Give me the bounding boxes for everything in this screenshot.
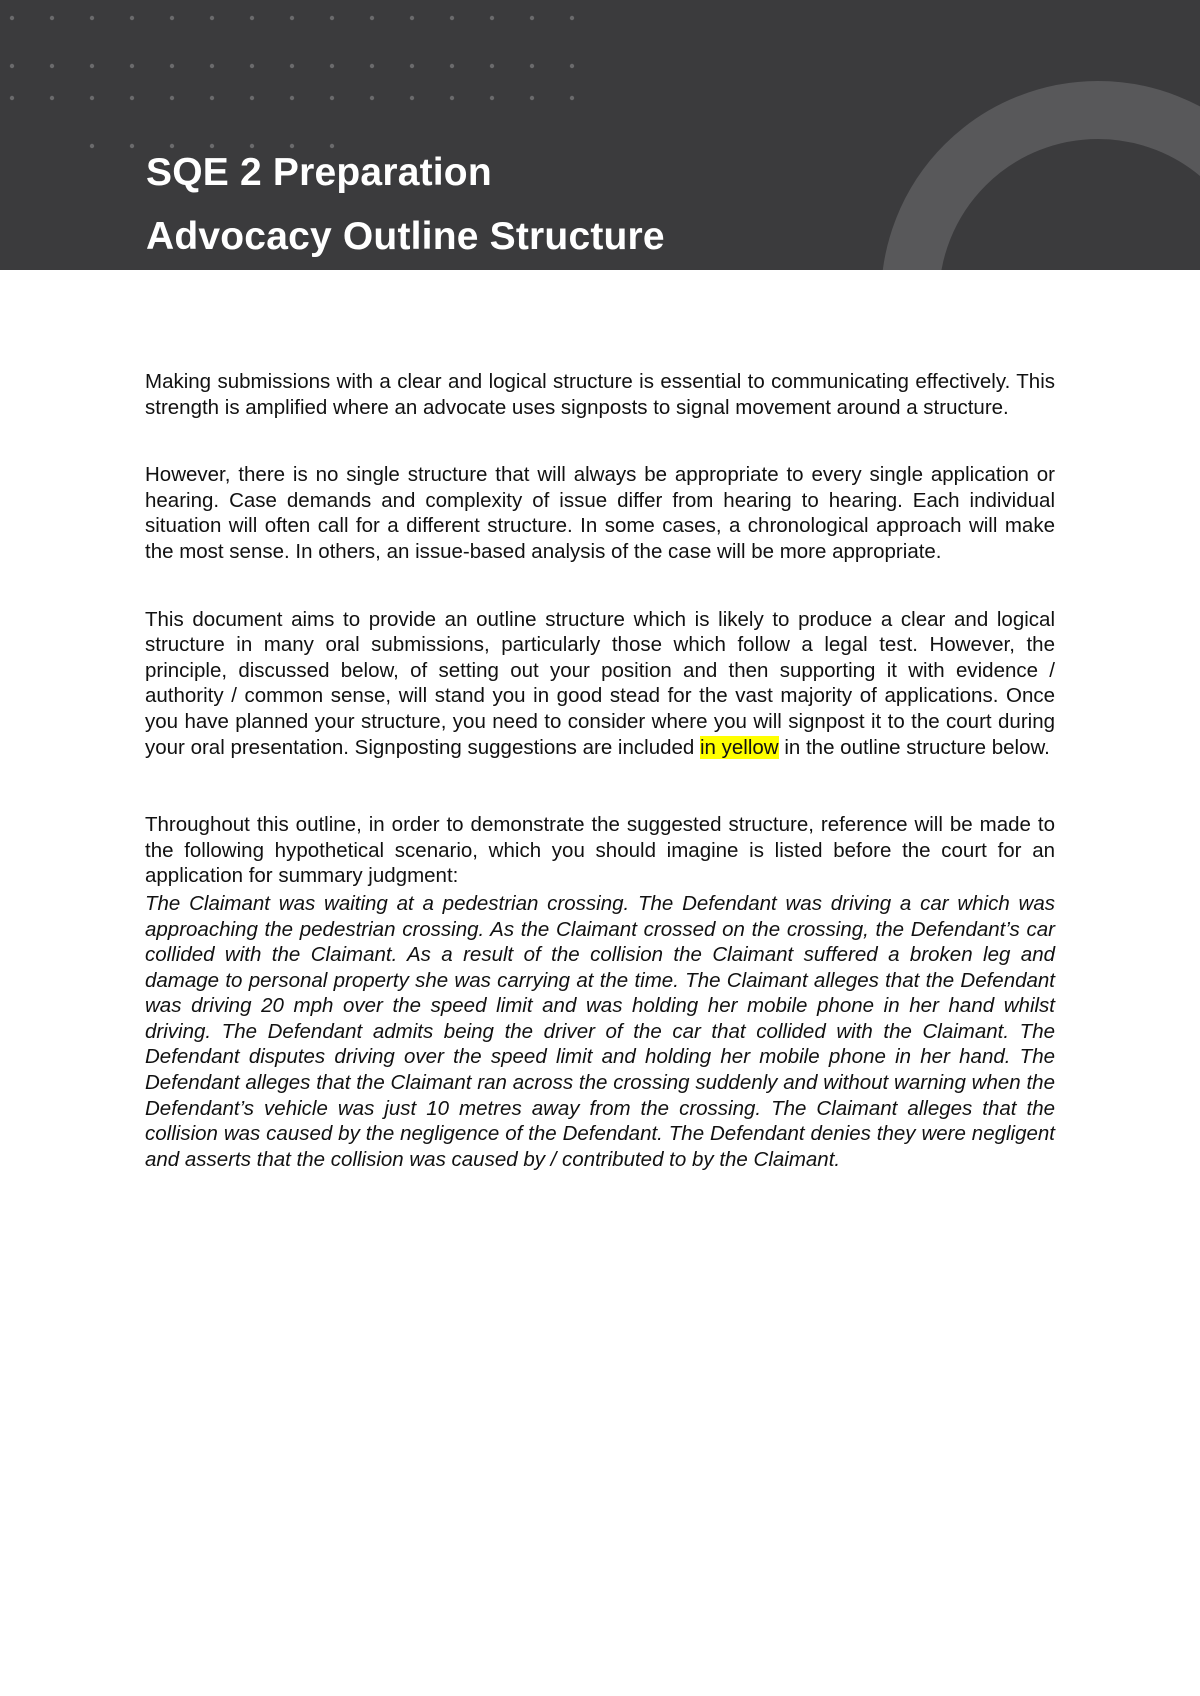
header-dot — [530, 96, 534, 100]
document-body — [145, 369, 1055, 1172]
intro-paragraph: Making submissions with a clear and logical structure is essential to communicating effectively. This strength is amplified where an advocate uses signposts to signal movement around a structure. — [145, 370, 1055, 419]
header-dot — [410, 64, 414, 68]
decorative-arc — [910, 110, 1200, 270]
header-dot — [290, 144, 294, 148]
header-dot — [170, 64, 174, 68]
header-dot — [290, 16, 294, 20]
header-dot — [10, 16, 14, 20]
scenario-intro-paragraph: Throughout this outline, in order to demonstrate the suggested structure, reference will be made to the following hypothetical scenario, which you should imagine is listed before the court for an application for summary judgment: — [145, 813, 1055, 888]
header-dot — [370, 16, 374, 20]
highlighted-text: in yellow — [700, 735, 779, 759]
header-dot — [570, 64, 574, 68]
header-dot — [130, 16, 134, 20]
header-dot — [210, 96, 214, 100]
header-dot — [490, 96, 494, 100]
header-dot — [210, 64, 214, 68]
header-dot — [50, 96, 54, 100]
header-dot — [530, 64, 534, 68]
header-dot — [290, 96, 294, 100]
outline-text-start: This document aims to provide an outline structure which is likely to produce a clear and logical structure in many oral submissions, particularly those which follow a legal test. However, the principle, discussed below, of setting out your position and then supporting it with evidence / authority / common sense, will stand you in good stead for the vast majority of applications. Once you have planned your structure, you need to consider where you will signpost it to the court during your oral presentation. Signposting suggestions are included — [145, 607, 1055, 759]
header-dot — [170, 96, 174, 100]
header-dot — [250, 16, 254, 20]
header-dot — [50, 64, 54, 68]
header-dot — [250, 144, 254, 148]
header-dot — [210, 144, 214, 148]
header-dot — [330, 64, 334, 68]
header-dot — [50, 16, 54, 20]
header-dot — [570, 96, 574, 100]
header-dot — [250, 96, 254, 100]
header-dot — [210, 16, 214, 20]
structure-paragraph: However, there is no single structure that will always be appropriate to every single application or hearing. Case demands and complexity of issue differ from hearing to hearing. Each individual situation will often call for a different structure. In some cases, a chronological approach will make the most sense. In others, an issue-based analysis of the case will be more appropriate. — [145, 463, 1055, 563]
header-dot — [330, 16, 334, 20]
header-dot — [450, 96, 454, 100]
header-dot — [490, 16, 494, 20]
header-dot — [530, 16, 534, 20]
header-dot — [570, 16, 574, 20]
header-dot — [330, 144, 334, 148]
outline-paragraph — [145, 607, 1055, 761]
header-dot — [410, 16, 414, 20]
header-dot — [410, 96, 414, 100]
header-dot — [10, 64, 14, 68]
dot-pattern — [10, 16, 574, 148]
header-dot — [90, 96, 94, 100]
outline-text-end: in the outline structure below. — [778, 735, 1050, 759]
header-dot — [130, 96, 134, 100]
page-subtitle: Advocacy Outline Structure — [146, 215, 665, 258]
header-banner — [0, 0, 1200, 270]
header-dot — [90, 16, 94, 20]
header-dot — [10, 96, 14, 100]
header-dot — [170, 16, 174, 20]
header-dot — [370, 96, 374, 100]
header-dot — [450, 16, 454, 20]
header-dot — [370, 64, 374, 68]
header-dot — [290, 64, 294, 68]
hypothetical-scenario: The Claimant was waiting at a pedestrian crossing. The Defendant was driving a car which was approaching the pedestrian crossing. As the Claimant crossed on the crossing, the Defendant’s car collided with the Claimant. As a result of the collision the Claimant suffered a broken leg and damage to personal property she was carrying at the time. The Claimant alleges that the Defendant was driving 20 mph over the speed limit and was holding her mobile phone in her hand whilst driving. The Defendant admits being the driver of the car that collided with the Claimant. The Defendant disputes driving over the speed limit and holding her mobile phone in her hand. The Defendant alleges that the Claimant ran across the crossing suddenly and without warning when the Defendant’s vehicle was just 10 metres away from the crossing. The Claimant alleges that the collision was caused by the negligence of the Defendant. The Defendant denies they were negligent and asserts that the collision was caused by / contributed to by the Claimant. — [145, 891, 1055, 1171]
header-dot — [330, 96, 334, 100]
header-dot — [450, 64, 454, 68]
header-dot — [130, 64, 134, 68]
header-dot — [90, 64, 94, 68]
header-dot — [250, 64, 254, 68]
header-dot — [90, 144, 94, 148]
page-title: SQE 2 Preparation — [146, 151, 492, 194]
header-dot — [170, 144, 174, 148]
header-dot — [490, 64, 494, 68]
header-dot — [130, 144, 134, 148]
